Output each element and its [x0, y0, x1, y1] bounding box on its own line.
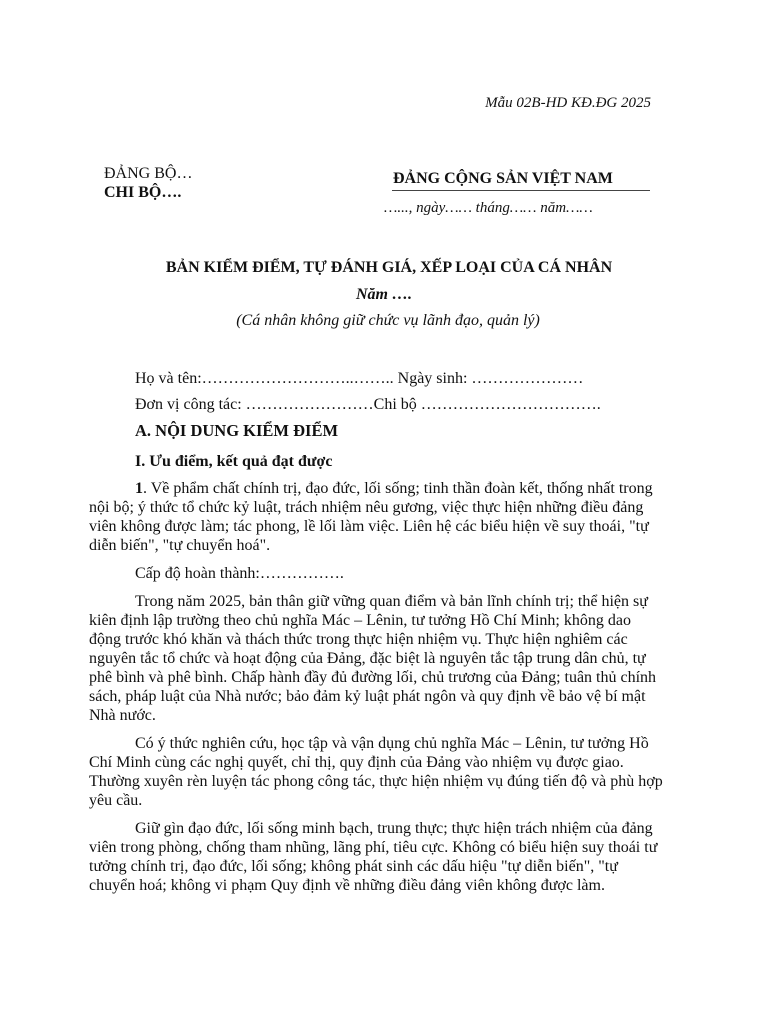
item-1-paragraph: [89, 479, 665, 555]
org-header-left: [104, 164, 324, 202]
party-name-underline: [392, 190, 650, 191]
body-paragraph-2: Có ý thức nghiên cứu, học tập và vận dụng chủ nghĩa Mác – Lênin, tư tưởng Hồ Chí Minh cùng các nghị quyết, chỉ thị, quy định của Đảng vào nhiệm vụ được giao. Thường xuyên rèn luyện tác phong công tác, thực hiện nhiệm vụ đúng tiến độ và phù hợp yêu cầu.: [89, 735, 663, 809]
form-code: Mẫu 02B-HD KĐ.ĐG 2025: [485, 95, 651, 111]
body-paragraph-3: Giữ gìn đạo đức, lối sống minh bạch, trung thực; thực hiện trách nhiệm của đảng viên trong phòng, chống tham nhũng, lãng phí, tiêu cực. Không có biểu hiện suy thoái tư tưởng chính trị, đạo đức, lối sống; không phát sinh các dấu hiệu "tự diễn biến", "tự chuyển hoá; không vi phạm Quy định về những điều đảng viên không được làm.: [89, 820, 658, 894]
completion-level-line: Cấp độ hoàn thành:…………….: [135, 565, 344, 582]
document-subtitle: (Cá nhân không giữ chức vụ lãnh đạo, quản lý): [236, 312, 540, 329]
item-1-number: 1: [135, 480, 143, 497]
party-name: ĐẢNG CỘNG SẢN VIỆT NAM: [393, 170, 613, 187]
section-i-heading: I. Ưu điểm, kết quả đạt được: [135, 453, 333, 470]
document-title-block: [0, 258, 768, 330]
unit-cell-field-line: Đơn vị công tác: ……………………Chi bộ …………………………….: [135, 396, 601, 413]
body-paragraph-1: Trong năm 2025, bản thân giữ vững quan điểm và bản lĩnh chính trị; thể hiện sự kiên định lập trường theo chủ nghĩa Mác – Lênin, tư tưởng Hồ Chí Minh; không dao động trước khó khăn và thách thức trong thực hiện nhiệm vụ. Thực hiện nghiêm các nguyên tắc tổ chức và hoạt động của Đảng, đặc biệt là nguyên tắc tập trung dân chủ, tự phê bình và phê bình. Chấp hành đầy đủ đường lối, chủ trương của Đảng; tuân thủ chính sách, pháp luật của Nhà nước; bảo đảm kỷ luật phát ngôn và quy định về bảo vệ bí mật Nhà nước.: [89, 593, 657, 724]
document-year: Năm ….: [356, 286, 412, 303]
date-line: …..., ngày…… tháng…… năm……: [384, 200, 593, 216]
document-body: [89, 369, 665, 904]
name-birth-field-line: Họ và tên:………………………..…….. Ngày sinh: …………………: [135, 370, 584, 387]
org-header-right: [380, 169, 650, 218]
party-committee-label: ĐẢNG BỘ…: [104, 165, 193, 182]
section-a-heading: A. NỘI DUNG KIỂM ĐIỂM: [135, 421, 339, 440]
party-cell-label: CHI BỘ….: [104, 184, 182, 201]
item-1-text: . Về phẩm chất chính trị, đạo đức, lối sống; tinh thần đoàn kết, thống nhất trong nội bộ; ý thức tổ chức kỷ luật, trách nhiệm nêu gương, việc thực hiện những điều đảng viên không được làm; tác phong, lề lối làm việc. Liên hệ các biểu hiện về suy thoái, "tự diễn biến", "tự chuyển hoá".: [89, 480, 653, 554]
document-title: BẢN KIỂM ĐIỂM, TỰ ĐÁNH GIÁ, XẾP LOẠI CỦA CÁ NHÂN: [165, 259, 613, 276]
